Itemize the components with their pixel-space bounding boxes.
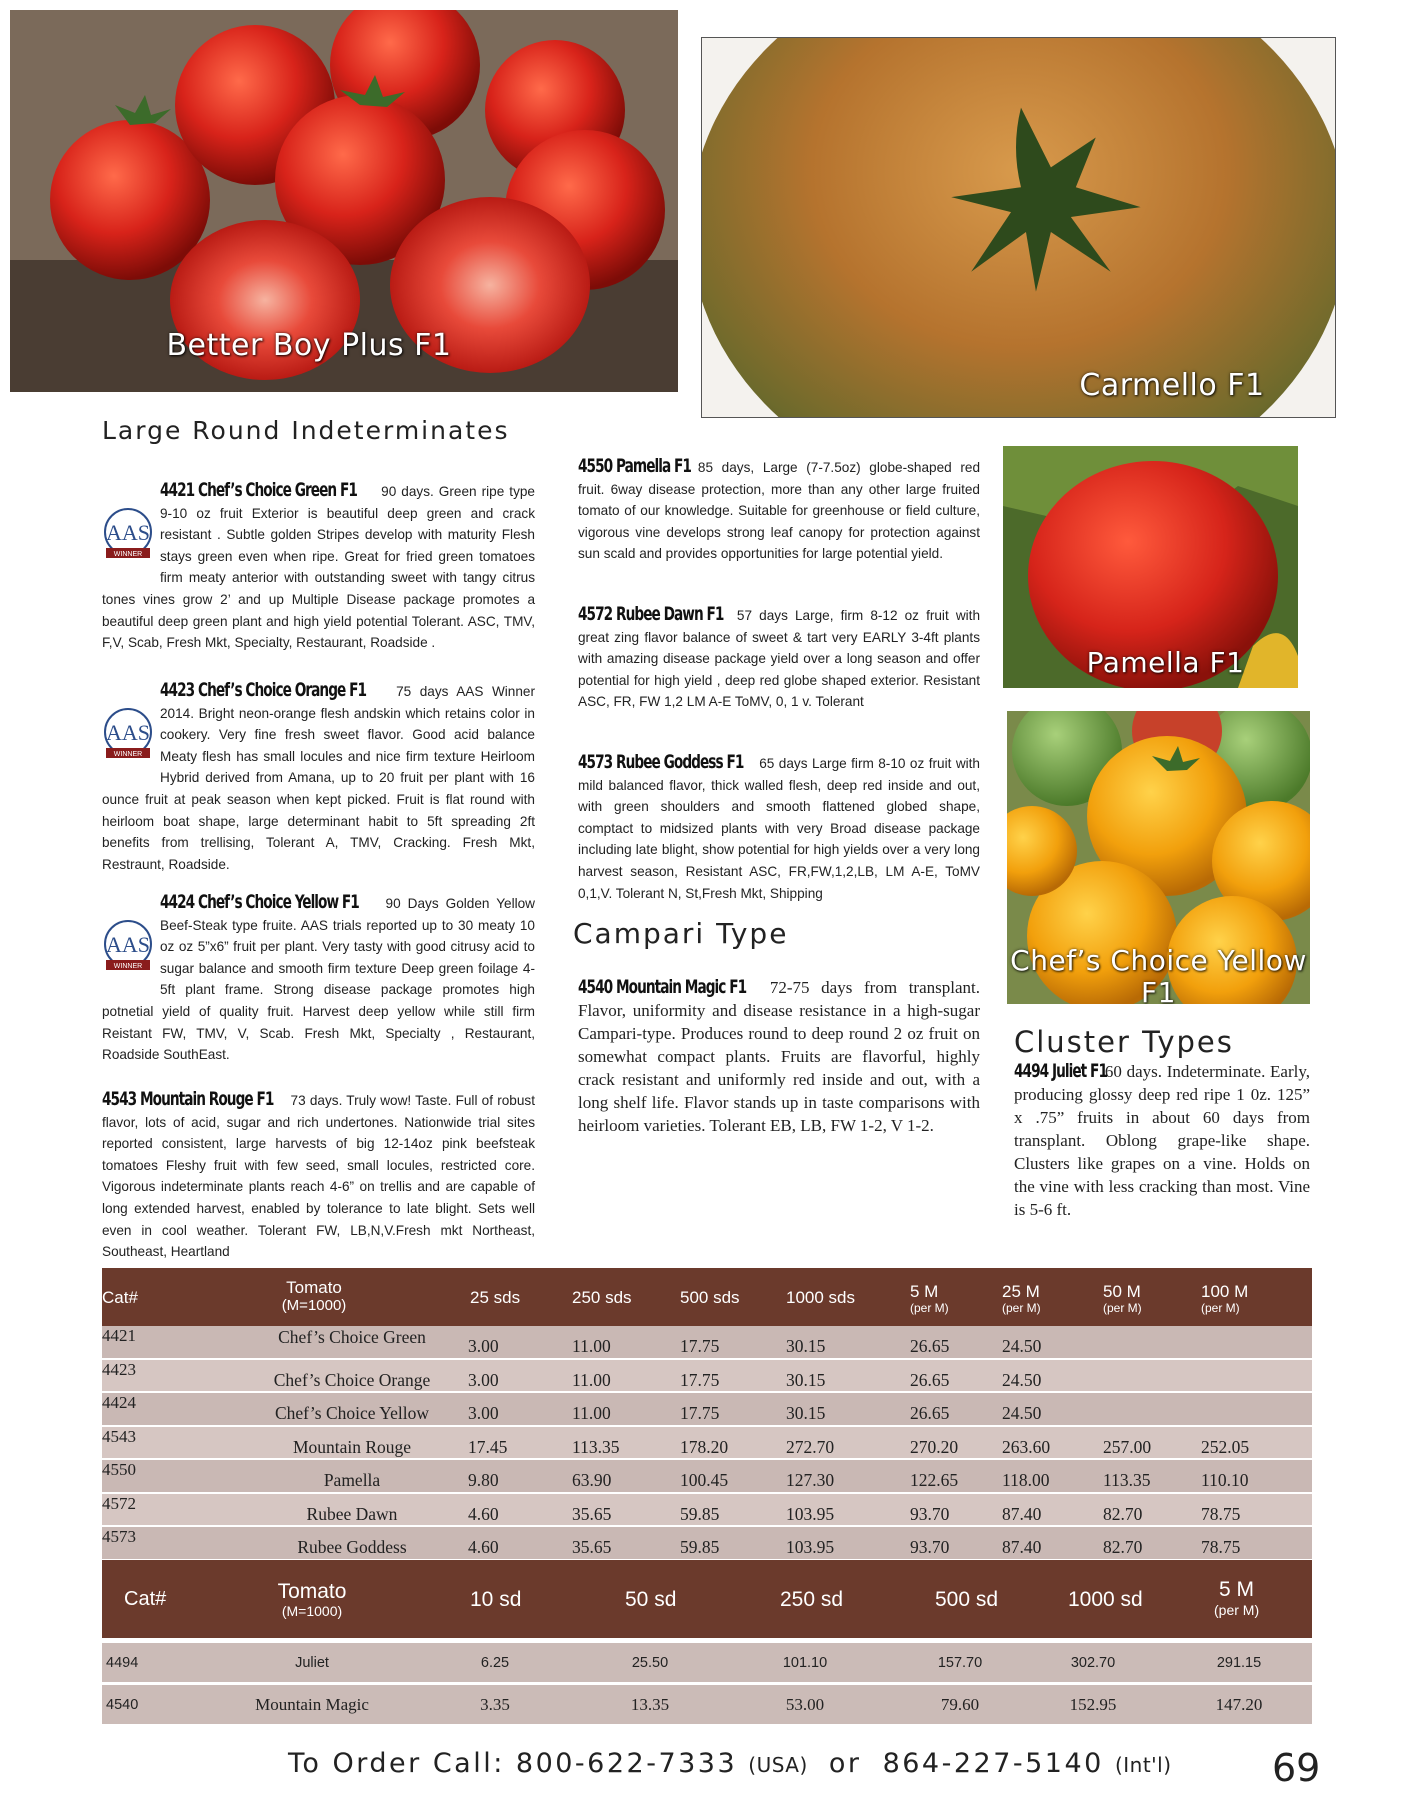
table-row bbox=[102, 1393, 1312, 1427]
cell-price: 113.35 bbox=[572, 1436, 620, 1457]
cell-price: 53.00 bbox=[785, 1695, 825, 1714]
badge-letters: AAS bbox=[105, 520, 151, 545]
cell-price: 35.65 bbox=[572, 1503, 612, 1524]
cell-cat: 4540 bbox=[106, 1697, 139, 1713]
cell-price: 252.05 bbox=[1201, 1436, 1250, 1457]
entry-4494-text: 60 days. Indeterminate. Early, producing glossy deep red ripe 1 0z. 125” x .75” fruits in about 60 days from transplant. Oblong grape-like shape. Clusters like grapes on a vine. Holds on the vine with less cracking than most. Vine is 5-6 ft. bbox=[1014, 1062, 1310, 1219]
cell-price: 270.20 bbox=[910, 1436, 959, 1457]
caption-chefs-yellow-line1: Chef’s Choice Yellow bbox=[1010, 944, 1307, 977]
cell-price: 26.65 bbox=[910, 1369, 950, 1390]
entry-4421-name: 4421 Chef’s Choice Green F1 bbox=[160, 479, 357, 501]
footer-label: To Order Call: 800-622-7333 bbox=[288, 1748, 738, 1779]
cell-cat: 4424 bbox=[102, 1393, 136, 1412]
th-50m bbox=[1103, 1282, 1142, 1314]
th-100m-per: (per M) bbox=[1201, 1301, 1240, 1315]
heading-large-round: Large Round Indeterminates bbox=[102, 416, 510, 445]
cell-price: 9.80 bbox=[468, 1470, 499, 1490]
th2-1000sd: 1000 sd bbox=[1068, 1588, 1143, 1611]
footer-or: or bbox=[828, 1748, 862, 1779]
th-100m bbox=[1201, 1282, 1248, 1314]
cell-price: 17.75 bbox=[680, 1336, 720, 1356]
badge-letters: AAS bbox=[105, 720, 151, 745]
entry-4540-text: 72-75 days from transplant. Flavor, uniformity and disease resistance in a high-sugar Campari-type. Produces round to deep round 2 oz fruit on somewhat compact plants. Fruits are flavorful, highly crack resistant and uniformly red inside and out, with a long shelf life. Flavor stands up in taste comparisons with heirloom varieties. Tolerant EB, LB, FW 1-2, V 1-2. bbox=[578, 978, 980, 1135]
cell-price: 3.00 bbox=[468, 1369, 499, 1390]
price-table-2 bbox=[102, 1560, 1312, 1727]
entry-4540-name: 4540 Mountain Magic F1 bbox=[578, 976, 747, 998]
heading-cluster: Cluster Types bbox=[1014, 1025, 1234, 1059]
price-table-2-header bbox=[102, 1560, 1312, 1638]
th2-500sd: 500 sd bbox=[935, 1588, 999, 1611]
cell-price: 35.65 bbox=[572, 1537, 612, 1557]
badge-ribbon: WINNER bbox=[113, 751, 143, 758]
cell-price: 4.60 bbox=[468, 1537, 499, 1557]
cell-price: 113.35 bbox=[1103, 1470, 1151, 1490]
cell-cat: 4421 bbox=[102, 1326, 136, 1345]
entry-4494 bbox=[1014, 1060, 1310, 1221]
cell-cat: 4423 bbox=[102, 1359, 136, 1379]
cell-price: 11.00 bbox=[572, 1369, 611, 1390]
th2-cat: Cat# bbox=[124, 1588, 167, 1610]
cell-price: 30.15 bbox=[786, 1369, 826, 1390]
entry-4550 bbox=[578, 456, 980, 565]
photo-carmello bbox=[701, 37, 1336, 418]
cell-cat: 4494 bbox=[106, 1655, 139, 1671]
cell-cat: 4572 bbox=[102, 1493, 136, 1513]
caption-better-boy: Better Boy Plus F1 bbox=[166, 328, 452, 363]
cell-cat: 4543 bbox=[102, 1426, 136, 1446]
entry-4424-text: 90 Days Golden Yellow Beef-Steak type fruite. AAS trials reported up to 30 meaty 10 oz oz 5”x6” fruit per plant. Very tasty with good citrusy acid to sugar balance and smooth firm texture Deep green foilage 4-5ft plant frame. Strong disease package promotes high potnetial yield of quality fruit. Harvest deep yellow while still firm Reistant FW, TMV, V, Scab. Fresh Mkt, Specialty , Restaurant, Roadside SouthEast. bbox=[102, 896, 535, 1063]
th-1000sds: 1000 sds bbox=[786, 1288, 855, 1307]
price-table-2-body bbox=[102, 1643, 1312, 1727]
cell-price: 25.50 bbox=[631, 1655, 669, 1671]
th-25sds: 25 sds bbox=[470, 1288, 521, 1307]
entry-4573 bbox=[578, 752, 980, 904]
th2-5m-per: (per M) bbox=[1214, 1602, 1260, 1618]
table-row bbox=[102, 1360, 1312, 1394]
th-50m-per: (per M) bbox=[1103, 1301, 1142, 1315]
aas-winner-badge-icon bbox=[102, 918, 154, 978]
th-100m-label: 100 M bbox=[1201, 1282, 1249, 1301]
cell-price: 3.35 bbox=[480, 1695, 510, 1714]
cell-variety: Chef’s Choice Yellow bbox=[274, 1403, 430, 1423]
th2-5m-label: 5 M bbox=[1219, 1578, 1255, 1601]
badge-letters: AAS bbox=[105, 932, 151, 957]
heading-campari: Campari Type bbox=[573, 917, 789, 950]
cell-price: 93.70 bbox=[910, 1537, 950, 1557]
entry-4572 bbox=[578, 604, 980, 713]
th-5m bbox=[910, 1282, 949, 1314]
table-row bbox=[102, 1685, 1312, 1727]
order-call-footer bbox=[288, 1748, 1172, 1779]
cell-price: 78.75 bbox=[1201, 1503, 1241, 1524]
cell-price: 59.85 bbox=[680, 1537, 720, 1557]
caption-chefs-yellow bbox=[1007, 945, 1310, 1004]
cell-price: 26.65 bbox=[910, 1403, 950, 1423]
th-cat: Cat# bbox=[102, 1288, 138, 1307]
cell-price: 24.50 bbox=[1002, 1336, 1042, 1356]
cell-price: 257.00 bbox=[1103, 1436, 1152, 1457]
entry-4424-name: 4424 Chef’s Choice Yellow F1 bbox=[160, 891, 359, 913]
cell-price: 147.20 bbox=[1215, 1695, 1263, 1714]
cell-price: 30.15 bbox=[786, 1336, 826, 1356]
footer-intl: (Int'l) bbox=[1114, 1753, 1172, 1777]
entry-4423 bbox=[102, 680, 535, 875]
entry-4543-text: 73 days. Truly wow! Taste. Full of robust flavor, lots of acid, sugar and rich undertones. Nationwide trial sites reported consistent, large harvests of big 12-14oz pink beefsteak tomatoes Fleshy fruit with few seed, small locules, restricted core. Vigorous indeterminate plants reach 4-6” on trellis and are capable of long extended harvest, enabled by tolerance to late blight. Sets well even in cool weather. Tolerant FW, LB,N,V.Fresh mkt Northeast, Southeast, Heartland bbox=[102, 1093, 535, 1260]
badge-ribbon: WINNER bbox=[113, 963, 143, 970]
th2-tomato-label: Tomato bbox=[277, 1580, 347, 1603]
th-5m-per: (per M) bbox=[910, 1301, 949, 1315]
table-row bbox=[102, 1326, 1312, 1360]
cell-price: 78.75 bbox=[1201, 1537, 1241, 1557]
cell-variety: Rubee Dawn bbox=[306, 1503, 398, 1524]
cell-price: 103.95 bbox=[786, 1503, 835, 1524]
th-tomato-label: Tomato bbox=[286, 1278, 342, 1297]
table-row bbox=[102, 1643, 1312, 1685]
badge-ribbon: WINNER bbox=[113, 551, 143, 558]
cell-price: 79.60 bbox=[940, 1695, 980, 1714]
th2-tomato bbox=[262, 1580, 362, 1619]
th-25m-label: 25 M bbox=[1002, 1282, 1040, 1301]
caption-chefs-yellow-line2: F1 bbox=[1141, 976, 1176, 1004]
cell-variety: Pamella bbox=[323, 1470, 381, 1490]
entry-4573-text: 65 days Large firm 8-10 oz fruit with mild balanced flavor, thick walled flesh, deep red inside and out, with green shoulders and smooth flattened globed shape, comptact to midsized plants with very Broad disease package including late blight, show potential for high yields over a very long harvest season, Resistant ASC, FR,FW,1,2,LB, LM A-E, ToMV 0,1,V. Tolerant N, St,Fresh Mkt, Shipping bbox=[578, 756, 980, 901]
cell-price: 3.00 bbox=[468, 1336, 499, 1356]
cell-price: 6.25 bbox=[480, 1655, 510, 1671]
th-tomato-sub: (M=1000) bbox=[281, 1297, 347, 1314]
entry-4421 bbox=[102, 480, 535, 654]
cell-price: 17.75 bbox=[680, 1369, 720, 1390]
th2-tomato-sub: (M=1000) bbox=[281, 1603, 343, 1619]
cell-price: 157.70 bbox=[937, 1655, 983, 1671]
table-row bbox=[102, 1494, 1312, 1528]
th-50m-label: 50 M bbox=[1103, 1282, 1141, 1301]
footer-usa: (USA) bbox=[748, 1753, 808, 1777]
cell-price: 17.75 bbox=[680, 1403, 720, 1423]
cell-price: 24.50 bbox=[1002, 1369, 1042, 1390]
caption-carmello: Carmello F1 bbox=[1079, 368, 1265, 403]
th2-250sd: 250 sd bbox=[780, 1588, 844, 1611]
cell-price: 178.20 bbox=[680, 1436, 729, 1457]
entry-4424 bbox=[102, 892, 535, 1066]
cell-price: 291.15 bbox=[1216, 1655, 1262, 1671]
cell-price: 26.65 bbox=[910, 1336, 950, 1356]
cell-price: 82.70 bbox=[1103, 1537, 1143, 1557]
cell-price: 263.60 bbox=[1002, 1436, 1051, 1457]
cell-price: 152.95 bbox=[1069, 1695, 1117, 1714]
page-number: 69 bbox=[1272, 1746, 1321, 1790]
cell-price: 302.70 bbox=[1070, 1655, 1116, 1671]
entry-4540 bbox=[578, 976, 980, 1137]
cell-price: 3.00 bbox=[468, 1403, 499, 1423]
cell-variety: Mountain Rouge bbox=[292, 1436, 412, 1457]
entry-4543 bbox=[102, 1089, 535, 1263]
entry-4423-name: 4423 Chef’s Choice Orange F1 bbox=[160, 679, 367, 701]
photo-better-boy bbox=[10, 10, 678, 392]
th-tomato bbox=[264, 1278, 364, 1314]
cell-variety: Mountain Magic bbox=[255, 1695, 369, 1714]
cell-price: 127.30 bbox=[786, 1470, 835, 1490]
aas-winner-badge-icon bbox=[102, 506, 154, 566]
cell-price: 87.40 bbox=[1002, 1503, 1042, 1524]
cell-price: 118.00 bbox=[1002, 1470, 1050, 1490]
entry-4494-name: 4494 Juliet F1 bbox=[1014, 1060, 1107, 1082]
photo-chefs-yellow bbox=[1007, 711, 1310, 1004]
cell-variety: Rubee Goddess bbox=[297, 1537, 407, 1557]
entry-4550-name: 4550 Pamella F1 bbox=[578, 455, 691, 477]
entry-4543-name: 4543 Mountain Rouge F1 bbox=[102, 1088, 274, 1110]
cell-price: 17.45 bbox=[468, 1436, 508, 1457]
cell-price: 93.70 bbox=[910, 1503, 950, 1524]
th-25m bbox=[1002, 1282, 1041, 1314]
th2-50sd: 50 sd bbox=[625, 1588, 677, 1611]
entry-4421-text: 90 days. Green ripe type 9-10 oz fruit Exterior is beautiful deep green and crack resistant . Subtle golden Stripes develop with maturity Flesh stays green even when ripe. Great for fried green tomatoes firm meaty anterior with outstanding sweet with tangy citrus tones vines grow 2’ and up Multiple Disease package promotes a beautiful deep green plant and high yield potential Tolerant. ASC, TMV, F,V, Scab, Fresh Mkt, Specialty, Restaurant, Roadside . bbox=[102, 484, 535, 651]
cell-price: 110.10 bbox=[1201, 1470, 1249, 1490]
th-5m-label: 5 M bbox=[910, 1282, 939, 1301]
price-table-1-body bbox=[102, 1326, 1312, 1561]
table-row bbox=[102, 1527, 1312, 1561]
th-25m-per: (per M) bbox=[1002, 1301, 1041, 1315]
th2-10sd: 10 sd bbox=[470, 1588, 522, 1611]
cell-variety: Juliet bbox=[295, 1655, 329, 1671]
cell-price: 30.15 bbox=[786, 1403, 826, 1423]
cell-variety: Chef’s Choice Orange bbox=[273, 1369, 431, 1390]
carmello-photo-image bbox=[702, 38, 1335, 417]
cell-variety: Chef’s Choice Green bbox=[278, 1327, 426, 1347]
cell-price: 59.85 bbox=[680, 1503, 720, 1524]
cell-price: 101.10 bbox=[782, 1655, 828, 1671]
cell-price: 13.35 bbox=[630, 1695, 670, 1714]
entry-4423-text: 75 days AAS Winner 2014. Bright neon-orange flesh andskin which retains color in cookery. Very fine fresh sweet flavor. Good acid balance Meaty flesh has small locules and nice firm texture Heirloom Hybrid derived from Amana, up to 20 fruit per plant with 16 ounce fruit at peak season when kept picked. Fruit is flat round with heirloom boat shape, large determinant habit to 5ft spreading 2ft benefits from trellising, Tolerant A, TMV, Cracking. Fresh Mkt, Restraunt, Roadside. bbox=[102, 684, 535, 872]
cell-cat: 4573 bbox=[102, 1527, 136, 1546]
th-500sds: 500 sds bbox=[680, 1288, 740, 1307]
entry-4550-text: 85 days, Large (7-7.5oz) globe-shaped red fruit. 6way disease protection, more than any other large fruited tomato of our knowledge. Suitable for greenhouse or field culture, vigorous vine develops strong leaf canopy for protection against sun scald and provides opportunities for large potential yield. bbox=[578, 460, 980, 562]
th-250sds: 250 sds bbox=[572, 1288, 632, 1307]
table-row bbox=[102, 1427, 1312, 1461]
cell-price: 82.70 bbox=[1103, 1503, 1143, 1524]
aas-winner-badge-icon bbox=[102, 706, 154, 766]
photo-pamella bbox=[1003, 446, 1298, 688]
entry-4572-text: 57 days Large, firm 8-12 oz fruit with great zing flavor balance of sweet & tart very EARLY 3-4ft plants with amazing disease package yield over a long season and offer potential for high yield , deep red globe shaped exterior. Resistant ASC, FR, FW 1,2 LM A-E ToMV, 0, 1 v. Tolerant bbox=[578, 608, 980, 710]
caption-pamella: Pamella F1 bbox=[1086, 646, 1245, 679]
price-table-1 bbox=[102, 1268, 1312, 1561]
cell-price: 122.65 bbox=[910, 1470, 959, 1490]
cell-price: 4.60 bbox=[468, 1503, 499, 1524]
cell-price: 11.00 bbox=[572, 1336, 611, 1356]
entry-4573-name: 4573 Rubee Goddess F1 bbox=[578, 751, 744, 773]
cell-cat: 4550 bbox=[102, 1460, 136, 1479]
table-row bbox=[102, 1460, 1312, 1494]
footer-intl-phone: 864-227-5140 bbox=[882, 1748, 1104, 1779]
cell-price: 272.70 bbox=[786, 1436, 835, 1457]
th2-5m bbox=[1214, 1578, 1259, 1618]
entry-4572-name: 4572 Rubee Dawn F1 bbox=[578, 603, 724, 625]
cell-price: 11.00 bbox=[572, 1403, 611, 1423]
cell-price: 87.40 bbox=[1002, 1537, 1042, 1557]
cell-price: 24.50 bbox=[1002, 1403, 1042, 1423]
cell-price: 63.90 bbox=[572, 1470, 612, 1490]
cell-price: 103.95 bbox=[786, 1537, 835, 1557]
cell-price: 100.45 bbox=[680, 1470, 729, 1490]
price-table-1-header bbox=[102, 1268, 1312, 1326]
